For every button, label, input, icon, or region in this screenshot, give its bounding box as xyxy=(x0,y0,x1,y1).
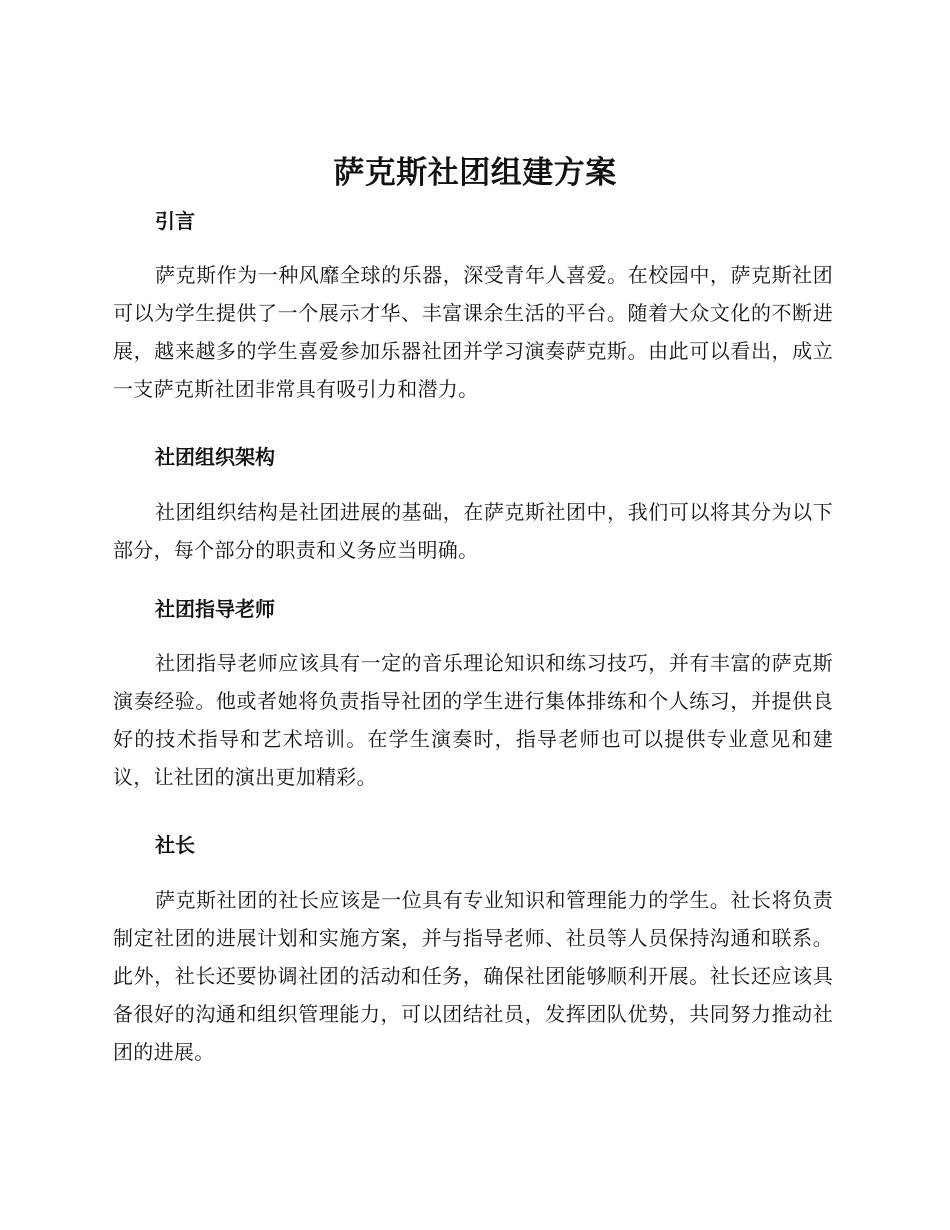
section-paragraph-advisor: 社团指导老师应该具有一定的音乐理论知识和练习技巧，并有丰富的萨克斯演奏经验。他或者她将负责指导社团的学生进行集体排练和个人练习，并提供良好的技术指导和艺术培训。在学生演奏时，指导老师也可以提供专业意见和建议，让社团的演出更加精彩。 xyxy=(113,651,833,789)
section-paragraph-president: 萨克斯社团的社长应该是一位具有专业知识和管理能力的学生。社长将负责制定社团的进展计划和实施方案，并与指导老师、社员等人员保持沟通和联系。此外，社长还要协调社团的活动和任务，确保社团能够顺利开展。社长还应该具备很好的沟通和组织管理能力，可以团结社员，发挥团队优势，共同努力推动社团的进展。 xyxy=(113,888,833,1064)
section-heading-president: 社长 xyxy=(155,833,195,857)
section-heading-intro: 引言 xyxy=(155,209,195,233)
document-title: 萨克斯社团组建方案 xyxy=(333,155,617,191)
section-paragraph-intro: 萨克斯作为一种风靡全球的乐器，深受青年人喜爱。在校园中，萨克斯社团可以为学生提供了一个展示才华、丰富课余生活的平台。随着大众文化的不断进展，越来越多的学生喜爱参加乐器社团并学习演奏萨克斯。由此可以看出，成立一支萨克斯社团非常具有吸引力和潜力。 xyxy=(113,263,833,401)
section-paragraph-organization: 社团组织结构是社团进展的基础，在萨克斯社团中，我们可以将其分为以下部分，每个部分的职责和义务应当明确。 xyxy=(113,500,833,562)
section-heading-advisor: 社团指导老师 xyxy=(155,597,275,621)
section-heading-organization: 社团组织架构 xyxy=(155,445,275,469)
